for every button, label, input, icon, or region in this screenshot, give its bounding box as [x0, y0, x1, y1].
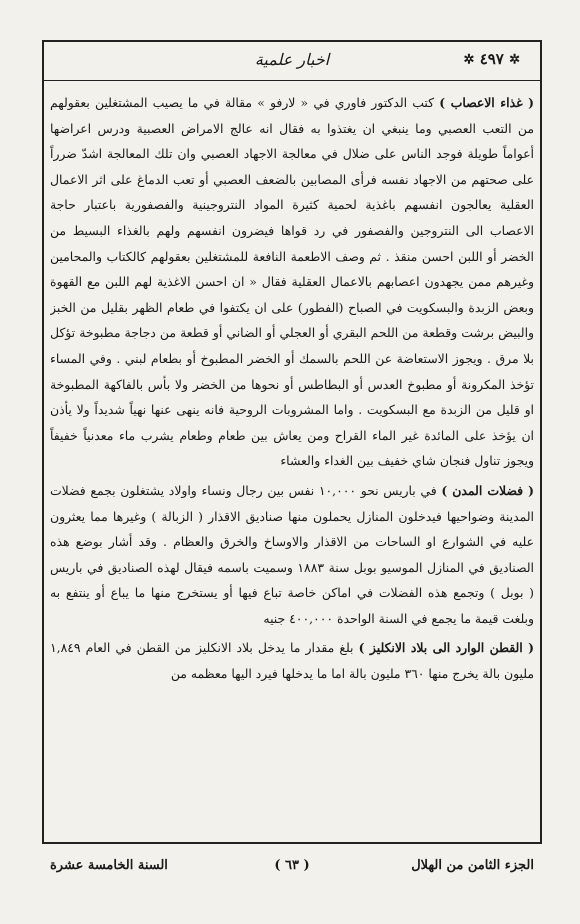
ornament-star-icon: ✲	[463, 52, 475, 68]
page-footer	[42, 858, 542, 882]
header-rule	[42, 80, 542, 81]
article-body	[50, 90, 534, 835]
section-title: ( غذاء الاعصاب )	[439, 95, 534, 110]
ornament-star-icon: ✲	[509, 52, 520, 68]
section-title: ( فضلات المدن )	[441, 482, 534, 498]
footer-page-number: ( ٦٣ )	[274, 858, 310, 873]
section-title: ( القطن الوارد الى بلاد الانكليز )	[358, 640, 534, 656]
section-cotton-import	[50, 635, 534, 686]
section-text: في باريس نحو ١٠,٠٠٠ نفس بين رجال ونساء واولاد يشتغلون بجمع فضلات المدينة وضواحيها فيدخلون المنازل يحملون منها صناديق الاقذار ( الزبالة ) وغيرها مما يعثرون عليه في الشوارع او الساحات من الاقذار والاوساخ والخرق والعظام . وقد أشار بوضع هذه الصناديق في المنازل الموسيو بوبل سنة ١٨٨٣ وسميت باسمه فيقال لهذه الصناديق في باريس ( بوبل ) وتجمع هذه الفضلات في اماكن خاصة تباع فيها أو يستخرج منها ما يباع أو ينتفع به وبلغت قيمة ما يجمع في السنة الواحدة ٤٠٠,٠٠٠ جنيه	[50, 482, 534, 626]
section-text: كتب الدكتور فاوري في « لارفو » مقالة في ما يصيب المشتغلين بعقولهم من التعب العصبي وما ينبغي ان يغتذوا به فقال انه عالج الامراض العصبية ودرس اعراضها أعواماً طويلة فوجد الناس على ضلال في معالجة الاجهاد العصبي وان تلك المعالجة اشدّ ضرراً على صحتهم من الاجهاد نفسه فرأى المصابين بالضعف العصبي أو تعب الدماغ على اثر الاعمال العقلية يعالجون انفسهم باغذية لحمية كثيرة المواد النتروجينية والفصفورية باعتبار حاجة الاعصاب الى النتروجين والفصفور في رد قواها فيضرون انفسهم ولهم بالغذاء البسيط من الخضر أو اللبن احسن منقذ . ثم وصف الاطعمة النافعة للمشتغلين بعقولهم كالكتاب والمحامين وغيرهم ممن يجهدون اعصابهم بالاعمال العقلية فقال « ان احسن الاغذية لهم اللبن مع القهوة وبعض الزبدة والبسكويت في الصباح (الفطور) على ان يكتفوا في طعام الظهر بقليل من الخبز والبيض برشت وقطعة من اللحم البقري أو العجلي أو الضاني أو قطعة من دجاجة مطبوخة تؤكل بلا مرق . ويجوز الاستعاضة عن اللحم بالسمك أو الخضر المطبوخ أو بطعام لبني . وفي المساء تؤخذ المكرونة أو مطبوخ العدس أو البطاطس أو نحوها من الخضر ولا بأس بالفاكهة المطبوخة او قليل من الزبدة مع البسكويت . واما المشروبات الروحية فانه ينهى عنها نهياً شديداً ولا يأذن ان يؤخذ على المائدة غير الماء القراح ومن يعاش بين طعام وطعام يشرب ماء معدنياً خفيفاً ويجوز تناول فنجان شاي خفيف بين الغداء والعشاء	[50, 95, 534, 469]
running-title: اخبار علمية	[254, 50, 330, 69]
section-text: بلغ مقدار ما يدخل بلاد الانكليز من القطن في العام ١,٨٤٩ مليون بالة يخرج منها ٣٦٠ مليون بالة اما ما يدخلها فيرد اليها معظمه من	[50, 640, 534, 682]
footer-issue: الجزء الثامن من الهلال	[411, 858, 534, 873]
section-city-waste	[50, 478, 534, 632]
page-header	[42, 44, 542, 78]
page-number-value: ٤٩٧	[479, 50, 504, 68]
footer-year: السنة الخامسة عشرة	[50, 858, 168, 873]
section-nerve-food	[50, 90, 534, 474]
